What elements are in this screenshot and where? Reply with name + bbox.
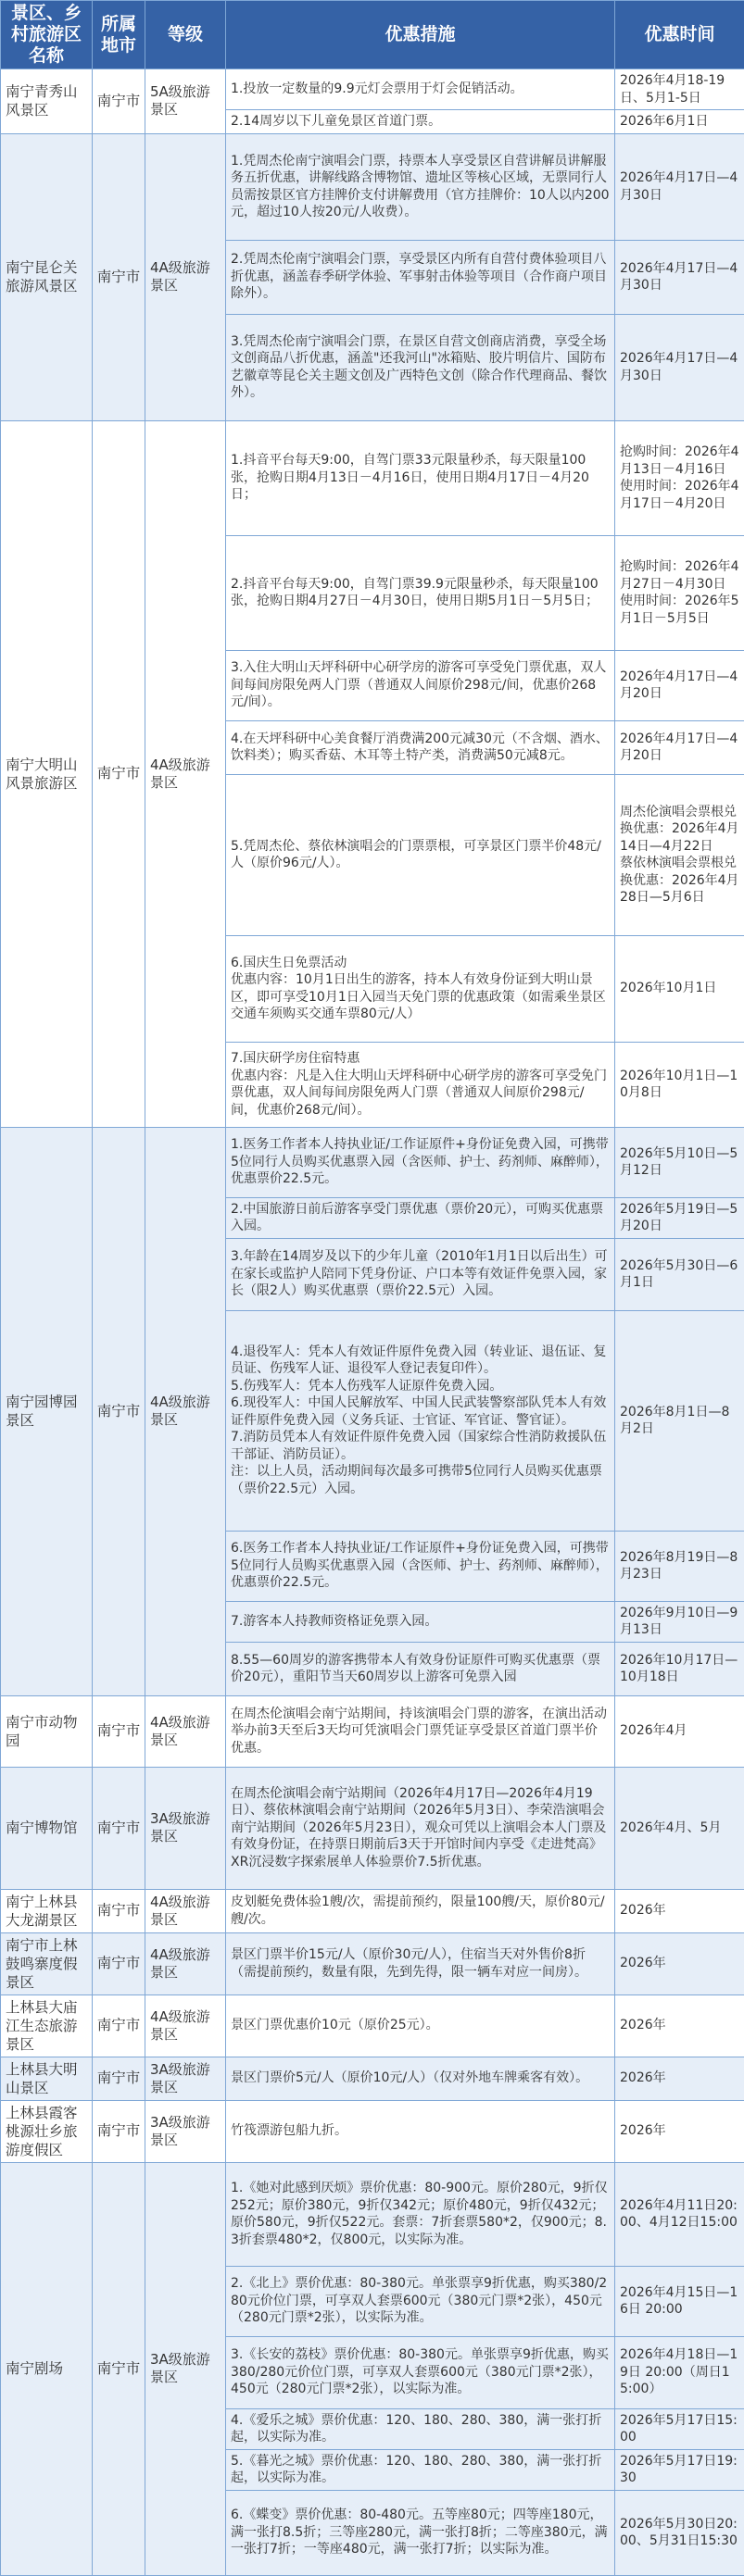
city-cell: 南宁市 bbox=[93, 2057, 145, 2100]
table-row bbox=[1, 69, 744, 110]
header-discount: 优惠措施 bbox=[226, 1, 615, 69]
scenic-name-cell: 上林县大庙江生态旅游景区 bbox=[1, 1995, 93, 2057]
table-row bbox=[1, 2057, 744, 2100]
time-cell: 2026年4月 bbox=[615, 1695, 744, 1767]
level-cell: 3A级旅游景区 bbox=[145, 2100, 226, 2162]
level-cell: 4A级旅游景区 bbox=[145, 133, 226, 420]
discount-cell: 在周杰伦演唱会南宁站期间，持该演唱会门票的游客，在演出活动举办前3天至后3天均可凭演唱会门票凭证享受景区首道门票半价优惠。 bbox=[226, 1695, 615, 1767]
time-cell: 2026年4月17日—4月20日 bbox=[615, 650, 744, 720]
time-cell: 2026年4月15日—16日 20:00 bbox=[615, 2266, 744, 2336]
discount-cell: 2.《北上》票价优惠：80-380元。单张票享9折优惠，购买380/280元价位门票，可享双人套票600元（380元门票*2张），450元（280元门票*2张），以实际为准。 bbox=[226, 2266, 615, 2336]
city-cell: 南宁市 bbox=[93, 1127, 145, 1695]
table-row bbox=[1, 1889, 744, 1932]
city-cell: 南宁市 bbox=[93, 2162, 145, 2575]
scenic-name-cell: 上林县大明山景区 bbox=[1, 2057, 93, 2100]
discount-cell: 1.凭周杰伦南宁演唱会门票，持票本人享受景区自营讲解员讲解服务五折优惠，讲解线路含博物馆、遗址区等核心区域，无票同行人员需按景区官方挂牌价支付讲解费用（官方挂牌价：10人以内200元，超过10人按20元/人收费）。 bbox=[226, 133, 615, 240]
time-cell: 2026年10月17日—10月18日 bbox=[615, 1642, 744, 1695]
header-level: 等级 bbox=[145, 1, 226, 69]
time-cell: 2026年 bbox=[615, 1889, 744, 1932]
time-cell: 2026年8月1日—8月2日 bbox=[615, 1310, 744, 1531]
header-time: 优惠时间 bbox=[615, 1, 744, 69]
scenic-name-cell: 南宁市动物园 bbox=[1, 1695, 93, 1767]
table-row bbox=[1, 133, 744, 240]
city-cell: 南宁市 bbox=[93, 1695, 145, 1767]
time-cell: 2026年4月17日—4月30日 bbox=[615, 133, 744, 240]
level-cell: 4A级旅游景区 bbox=[145, 1932, 226, 1995]
level-cell: 4A级旅游景区 bbox=[145, 1995, 226, 2057]
time-cell: 2026年5月30日20:00、5月31日15:30 bbox=[615, 2490, 744, 2575]
scenic-name-cell: 南宁上林县大龙湖景区 bbox=[1, 1889, 93, 1932]
time-cell: 2026年10月1日—10月8日 bbox=[615, 1042, 744, 1127]
time-cell: 2026年10月1日 bbox=[615, 935, 744, 1042]
scenic-name-cell: 南宁青秀山风景区 bbox=[1, 69, 93, 134]
scenic-name-cell: 南宁园博园景区 bbox=[1, 1127, 93, 1695]
discount-cell: 3.入住大明山天坪科研中心研学房的游客可享受免门票优惠，双人间每间房限免两人门票（普通双人间原价298元/间，优惠价268元/间）。 bbox=[226, 650, 615, 720]
time-cell: 2026年5月30日—6月1日 bbox=[615, 1238, 744, 1310]
city-cell: 南宁市 bbox=[93, 1767, 145, 1889]
discount-cell: 2.抖音平台每天9:00，自驾门票39.9元限量秒杀，每天限量100张，抢购日期4月27日－4月30日，使用日期5月1日－5月5日； bbox=[226, 535, 615, 650]
city-cell: 南宁市 bbox=[93, 1995, 145, 2057]
city-cell: 南宁市 bbox=[93, 133, 145, 420]
time-cell: 2026年 bbox=[615, 2100, 744, 2162]
discount-cell: 景区门票价5元/人（原价10元/人）（仅对外地车牌乘客有效）。 bbox=[226, 2057, 615, 2100]
discount-cell: 皮划艇免费体验1艘/次，需提前预约，限量100艘/天，原价80元/艘/次。 bbox=[226, 1889, 615, 1932]
city-cell: 南宁市 bbox=[93, 1932, 145, 1995]
time-cell: 2026年5月17日15:00 bbox=[615, 2408, 744, 2449]
discount-cell: 2.凭周杰伦南宁演唱会门票，享受景区内所有自营付费体验项目八折优惠，涵盖春季研学体验、军事射击体验等项目（合作商户项目除外）。 bbox=[226, 240, 615, 314]
level-cell: 4A级旅游景区 bbox=[145, 1127, 226, 1695]
level-cell: 3A级旅游景区 bbox=[145, 2057, 226, 2100]
discount-cell: 5.《暮光之城》票价优惠：120、180、280、380，满一张打折起，以实际为准。 bbox=[226, 2449, 615, 2490]
time-cell: 2026年5月10日—5月12日 bbox=[615, 1127, 744, 1197]
discount-cell: 4.在天坪科研中心美食餐厅消费满200元减30元（不含烟、酒水、饮料类）；购买香菇、木耳等土特产类，消费满50元减8元。 bbox=[226, 720, 615, 774]
time-cell: 2026年4月、5月 bbox=[615, 1767, 744, 1889]
scenic-name-cell: 上林县霞客桃源壮乡旅游度假区 bbox=[1, 2100, 93, 2162]
city-cell: 南宁市 bbox=[93, 69, 145, 134]
time-cell: 2026年 bbox=[615, 1995, 744, 2057]
table-row bbox=[1, 1127, 744, 1197]
discount-cell: 景区门票优惠价10元（原价25元）。 bbox=[226, 1995, 615, 2057]
time-cell: 2026年4月18-19日、5月1-5日 bbox=[615, 69, 744, 110]
discount-cell: 8.55—60周岁的游客携带本人有效身份证原件可购买优惠票（票价20元），重阳节当天60周岁以上游客可免票入园 bbox=[226, 1642, 615, 1695]
discount-cell: 1.《她对此感到厌烦》票价优惠：80-900元。原价280元，9折仅252元；原价380元，9折仅342元；原价480元，9折仅432元；原价580元，9折仅522元。套票：7折套票580*2，仅900元；8.3折套票480*2，仅800元，以实际为准。 bbox=[226, 2162, 615, 2266]
time-cell: 2026年8月19日—8月23日 bbox=[615, 1531, 744, 1601]
discount-cell: 3.《长安的荔枝》票价优惠：80-380元。单张票享9折优惠，购买380/280元价位门票，可享双人套票600元（380元门票*2张），450元（280元门票*2张），以实际为准。 bbox=[226, 2336, 615, 2408]
table-row bbox=[1, 1932, 744, 1995]
discount-cell: 竹筏漂游包船九折。 bbox=[226, 2100, 615, 2162]
time-cell: 2026年4月18日—19日 20:00（周日15:00） bbox=[615, 2336, 744, 2408]
table-row bbox=[1, 2100, 744, 2162]
time-cell: 2026年4月17日—4月30日 bbox=[615, 240, 744, 314]
time-cell: 抢购时间：2026年4月27日－4月30日 使用时间：2026年5月1日－5月5日 bbox=[615, 535, 744, 650]
discount-cell: 1.抖音平台每天9:00，自驾门票33元限量秒杀，每天限量100张，抢购日期4月13日－4月16日，使用日期4月17日－4月20日； bbox=[226, 420, 615, 535]
discount-cell: 6.《蝶变》票价优惠：80-480元。五等座80元；四等座180元，满一张打8.5折；三等座280元，满一张打8折；二等座380元，满一张打7折；一等座480元，满一张打7折；以实际为准。 bbox=[226, 2490, 615, 2575]
city-cell: 南宁市 bbox=[93, 1889, 145, 1932]
scenic-name-cell: 南宁博物馆 bbox=[1, 1767, 93, 1889]
discount-cell: 2.中国旅游日前后游客享受门票优惠（票价20元），可购买优惠票入园。 bbox=[226, 1197, 615, 1238]
level-cell: 4A级旅游景区 bbox=[145, 1889, 226, 1932]
scenic-name-cell: 南宁昆仑关旅游风景区 bbox=[1, 133, 93, 420]
table-row bbox=[1, 420, 744, 535]
table-row bbox=[1, 1995, 744, 2057]
scenic-name-cell: 南宁大明山风景旅游区 bbox=[1, 420, 93, 1127]
time-cell: 2026年5月19日—5月20日 bbox=[615, 1197, 744, 1238]
time-cell: 2026年 bbox=[615, 1932, 744, 1995]
discount-cell: 4.《爱乐之城》票价优惠：120、180、280、380，满一张打折起，以实际为准。 bbox=[226, 2408, 615, 2449]
time-cell: 2026年5月17日19:30 bbox=[615, 2449, 744, 2490]
city-cell: 南宁市 bbox=[93, 2100, 145, 2162]
table-body bbox=[1, 69, 744, 2576]
level-cell: 5A级旅游景区 bbox=[145, 69, 226, 134]
discount-cell: 4.退役军人：凭本人有效证件原件免费入园（转业证、退伍证、复员证、伤残军人证、退役军人登记表复印件）。 5.伤残军人：凭本人伤残军人证原件免费入园。 6.现役军人：中国人民解放军、中国人民武装警察部队凭本人有效证件原件免费入园（义务兵证、士官证、军官证、警官证）。 7.消防员凭本人有效证件原件免费入园（国家综合性消防救援队伍干部证、消防员证）。 注：以上人员，活动期间每次最多可携带5位同行人员购买优惠票（票价22.5元）入园。 bbox=[226, 1310, 615, 1531]
level-cell: 4A级旅游景区 bbox=[145, 1695, 226, 1767]
discount-cell: 5.凭周杰伦、蔡依林演唱会的门票票根，可享景区门票半价48元/人（原价96元/人）。 bbox=[226, 774, 615, 935]
discount-cell: 2.14周岁以下儿童免景区首道门票。 bbox=[226, 110, 615, 134]
scenic-name-cell: 南宁剧场 bbox=[1, 2162, 93, 2575]
discount-cell: 3.年龄在14周岁及以下的少年儿童（2010年1月1日以后出生）可在家长或监护人陪同下凭身份证、户口本等有效证件免票入园，家长（限2人）购买优惠票（票价22.5元）入园。 bbox=[226, 1238, 615, 1310]
discount-cell: 6.国庆生日免票活动 优惠内容：10月1日出生的游客，持本人有效身份证到大明山景区，即可享受10月1日入园当天免门票的优惠政策（如需乘坐景区交通车须购买交通车票80元/人） bbox=[226, 935, 615, 1042]
time-cell: 2026年4月17日—4月20日 bbox=[615, 720, 744, 774]
city-cell: 南宁市 bbox=[93, 420, 145, 1127]
header-city: 所属地市 bbox=[93, 1, 145, 69]
time-cell: 周杰伦演唱会票根兑换优惠：2026年4月14日—4月22日 蔡依林演唱会票根兑换优惠：2026年4月28日—5月6日 bbox=[615, 774, 744, 935]
discount-cell: 7.国庆研学房住宿特惠 优惠内容：凡是入住大明山天坪科研中心研学房的游客可享受免门票优惠，双人间每间房限免两人门票（普通双人间原价298元/间，优惠价268元/间）。 bbox=[226, 1042, 615, 1127]
time-cell: 2026年9月10日—9月13日 bbox=[615, 1601, 744, 1642]
table-row bbox=[1, 2162, 744, 2266]
discount-cell: 6.医务工作者本人持执业证/工作证原件+身份证免费入园，可携带5位同行人员购买优惠票入园（含医师、护士、药剂师、麻醉师），优惠票价22.5元。 bbox=[226, 1531, 615, 1601]
discount-cell: 1.医务工作者本人持执业证/工作证原件+身份证免费入园，可携带5位同行人员购买优惠票入园（含医师、护士、药剂师、麻醉师），优惠票价22.5元。 bbox=[226, 1127, 615, 1197]
scenic-name-cell: 南宁市上林鼓鸣寨度假景区 bbox=[1, 1932, 93, 1995]
level-cell: 4A级旅游景区 bbox=[145, 420, 226, 1127]
level-cell: 3A级旅游景区 bbox=[145, 2162, 226, 2575]
discount-cell: 3.凭周杰伦南宁演唱会门票，在景区自营文创商店消费，享受全场文创商品八折优惠，涵盖"还我河山"冰箱贴、胶片明信片、国防布艺徽章等昆仑关主题文创及广西特色文创（除合作代理商品、餐饮外）。 bbox=[226, 314, 615, 420]
discount-cell: 7.游客本人持教师资格证免票入园。 bbox=[226, 1601, 615, 1642]
time-cell: 抢购时间：2026年4月13日－4月16日 使用时间：2026年4月17日－4月20日 bbox=[615, 420, 744, 535]
time-cell: 2026年4月11日20:00、4月12日15:00 bbox=[615, 2162, 744, 2266]
header-scenic-name: 景区、乡村旅游区名称 bbox=[1, 1, 93, 69]
time-cell: 2026年4月17日—4月30日 bbox=[615, 314, 744, 420]
table-row bbox=[1, 1767, 744, 1889]
table-row bbox=[1, 1695, 744, 1767]
discount-cell: 1.投放一定数量的9.9元灯会票用于灯会促销活动。 bbox=[226, 69, 615, 110]
time-cell: 2026年 bbox=[615, 2057, 744, 2100]
time-cell: 2026年6月1日 bbox=[615, 110, 744, 134]
discount-cell: 在周杰伦演唱会南宁站期间（2026年4月17日—2026年4月19日）、蔡依林演唱会南宁站期间（2026年5月3日）、李荣浩演唱会南宁站期间（2026年5月23日），观众可凭以上演唱会本人门票及有效身份证，在持票日期前后3天于开馆时间内享受《走进梵高》XR沉浸数字探索展单人体验票价7.5折优惠。 bbox=[226, 1767, 615, 1889]
table-header-row bbox=[1, 1, 744, 69]
level-cell: 3A级旅游景区 bbox=[145, 1767, 226, 1889]
discount-cell: 景区门票半价15元/人（原价30元/人），住宿当天对外售价8折（需提前预约，数量有限，先到先得，限一辆车对应一间房）。 bbox=[226, 1932, 615, 1995]
